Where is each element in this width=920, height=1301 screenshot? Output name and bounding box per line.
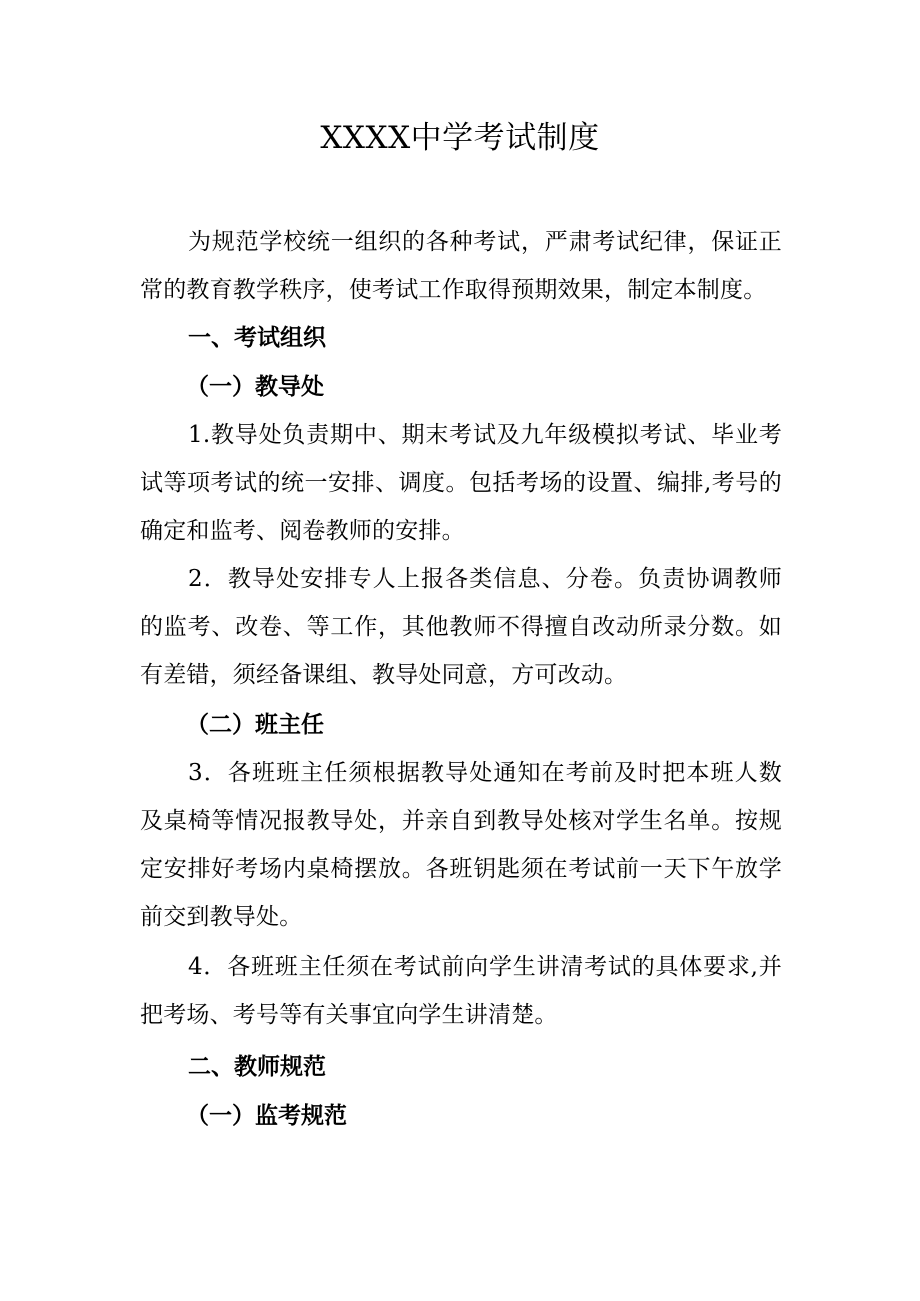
section-heading-teacher-norms: 二、教师规范 xyxy=(188,1053,326,1080)
subsection-heading-class-teacher: （二）班主任 xyxy=(186,711,324,738)
subsection-heading-academic-affairs-office: （一）教导处 xyxy=(186,373,324,400)
item-paragraph-4: 4．各班班主任须在考试前向学生讲清考试的具体要求,并把考场、考号等有关事宜向学生讲清楚。 xyxy=(140,954,782,1028)
subsection-heading-invigilation-norms: （一）监考规范 xyxy=(186,1102,347,1129)
item-paragraph-3: 3．各班班主任须根据教导处通知在考前及时把本班人数及桌椅等情况报教导处，并亲自到教导处核对学生名单。按规定安排好考场内桌椅摆放。各班钥匙须在考试前一天下午放学前交到教导处。 xyxy=(140,760,782,930)
document-title: XXXX中学考试制度 xyxy=(320,120,600,156)
section-heading-exam-organization: 一、考试组织 xyxy=(188,324,326,351)
item-paragraph-1: 1.教导处负责期中、期末考试及九年级模拟考试、毕业考试等项考试的统一安排、调度。包括考场的设置、编排,考号的确定和监考、阅卷教师的安排。 xyxy=(140,422,782,544)
intro-paragraph: 为规范学校统一组织的各种考试，严肃考试纪律，保证正常的教育教学秩序，使考试工作取得预期效果，制定本制度。 xyxy=(140,229,782,303)
item-paragraph-2: 2．教导处安排专人上报各类信息、分卷。负责协调教师的监考、改卷、等工作，其他教师不得擅自改动所录分数。如有差错，须经备课组、教导处同意，方可改动。 xyxy=(140,566,782,688)
